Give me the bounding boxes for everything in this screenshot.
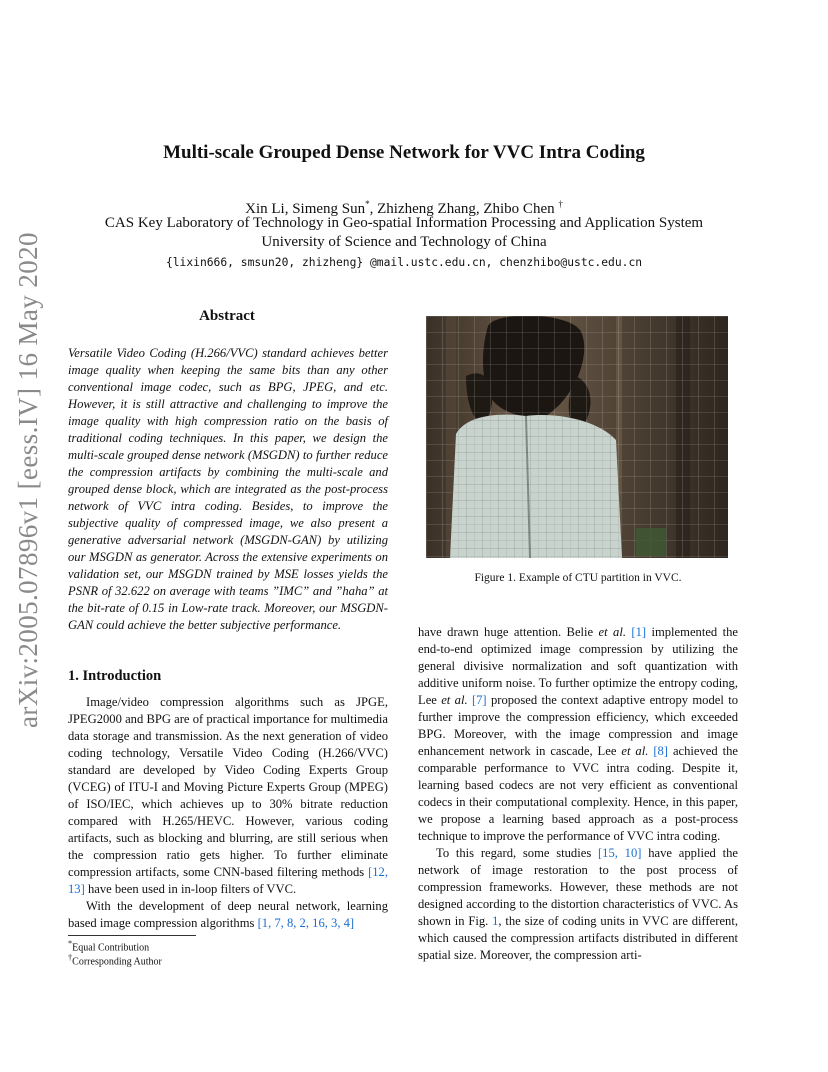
citation-link[interactable]: [7] (471, 693, 487, 707)
r2-text-b: have applied the network of image restoration to the post process of compression frameworks. However, these methods are not designed according to the distortion characteristics of VVC. As shown in Fig. (418, 846, 738, 928)
authors-part-a: Xin Li, Simeng Sun (245, 201, 366, 217)
intro-p1-text-b: have been used in in-loop filters of VVC. (84, 882, 297, 896)
affiliation-university: University of Science and Technology of China (261, 234, 547, 250)
footnote-corresponding-author (68, 953, 162, 967)
r1-text-c: proposed the context adaptive entropy model to further improve the compression efficiency, which exceeded BPG. Moreover, with the image compression and image enhancement network in cascade, Lee (418, 693, 738, 758)
intro-paragraph-2 (68, 898, 388, 932)
figure-ctu-partition (426, 316, 728, 558)
footnote-rule (68, 935, 196, 936)
left-column-body (68, 694, 388, 932)
citation-link[interactable]: [8] (653, 744, 668, 758)
intro-paragraph-1 (68, 694, 388, 898)
authors-part-b: , Zhizheng Zhang, Zhibo Chen (369, 201, 559, 217)
arxiv-identifier: arXiv:2005.07896v1 [eess.IV] 16 May 2020 (13, 232, 43, 728)
footnote-mark: † (68, 953, 73, 962)
et-al: et al. (441, 693, 468, 707)
corresponding-author-mark: † (558, 199, 563, 209)
intro-p1-text-a: Image/video compression algorithms such as JPGE, JPEG2000 and BPG are of practical importance for multimedia data storage and transmission. As the next generation of video coding technology, Versatile Video Coding (H.266/VVC) standard are developed by Video Coding Experts Group (VCEG) of ITU-I and Moving Picture Experts Group (MPEG) of ISO/IEC, which achieves up to 30% bitrate reduction compared with H.265/HEVC. However, various coding artifacts, such as blocking and blurring, are still serious when the compression ratio gets higher. To further eliminate compression artifacts, some CNN-based filtering methods (68, 695, 388, 879)
figure-reference-link[interactable]: 1 (492, 914, 499, 928)
abstract-heading: Abstract (199, 308, 255, 324)
affiliation-lab: CAS Key Laboratory of Technology in Geo-spatial Information Processing and Application System (104, 215, 704, 231)
paper-title: Multi-scale Grouped Dense Network for VVC Intra Coding (163, 142, 645, 163)
equal-contribution-mark: * (365, 199, 370, 209)
r2-text-a: To this regard, some studies (436, 846, 598, 860)
r1-text-a: have drawn huge attention. Belie (418, 625, 599, 639)
ctu-partition-image (426, 316, 728, 558)
footnote-text: Equal Contribution (72, 942, 150, 954)
abstract-text: Versatile Video Coding (H.266/VVC) standard achieves better image quality when keeping the same bits than any other conventional image codec, such as BPG, JPEG, and etc. However, it is still attractive and challenging to improve the image quality with high compression ratio on the basis of traditional coding techniques. In this paper, we design the multi-scale grouped dense network (MSGDN) to further reduce the compression artifacts by combining the multi-scale and grouped dense block, which are integrated as the post-process network of VVC intra coding. Besides, to improve the subjective quality of compressed image, we also present a generative adversarial network (MSGDN-GAN) by utilizing our MSGDN as generator. Across the extensive experiments on validation set, our MSGDN trained by MSE losses yields the PSNR of 32.622 on average with teams ”IMC” and ”haha” at the bit-rate of 0.15 in Low-rate track. Moreover, our MSGDN-GAN could achieve the better subjective performance. (68, 346, 388, 632)
intro-paragraph-3 (418, 845, 738, 964)
et-al: et al. (621, 744, 649, 758)
footnote-mark: * (68, 939, 73, 948)
intro-p2-text: With the development of deep neural network, learning based image compression algorithms (68, 899, 388, 930)
author-emails: {lixin666, smsun20, zhizheng} @mail.ustc.edu.cn, chenzhibo@ustc.edu.cn (165, 256, 643, 269)
r1-text-b: implemented the end-to-end optimized image compression by utilizing the general divisive normalization and soft quantization with additive uniform noise. To further optimize the entropy coding, Lee (418, 625, 738, 707)
footnote-text: Corresponding Author (72, 956, 162, 968)
figure-caption: Figure 1. Example of CTU partition in VVC. (474, 572, 682, 584)
right-column-body (418, 624, 738, 964)
intro-paragraph-2-continued (418, 624, 738, 845)
citation-link[interactable]: [1, 7, 8, 2, 16, 3, 4] (257, 916, 355, 930)
r2-text-c: , the size of coding units in VVC are different, which caused the compression artifacts distributed in different spatial size. Moreover, the compression arti- (418, 914, 739, 962)
citation-link[interactable]: [1] (631, 625, 647, 639)
citation-link[interactable]: [15, 10] (597, 846, 642, 860)
footnote-equal-contribution (68, 939, 149, 953)
section-heading-introduction: 1. Introduction (68, 668, 162, 684)
citation-link[interactable]: [12, 13] (68, 865, 388, 896)
et-al: et al. (598, 625, 626, 639)
r1-text-d: achieved the comparable performance to VVC intra coding. Despite it, learning based codecs are not very efficient as conventional codecs in their computational complexity. Hence, in this paper, we propose a learning based approach as a post-process technique to improve the performance of VVC intra coding. (418, 744, 739, 843)
